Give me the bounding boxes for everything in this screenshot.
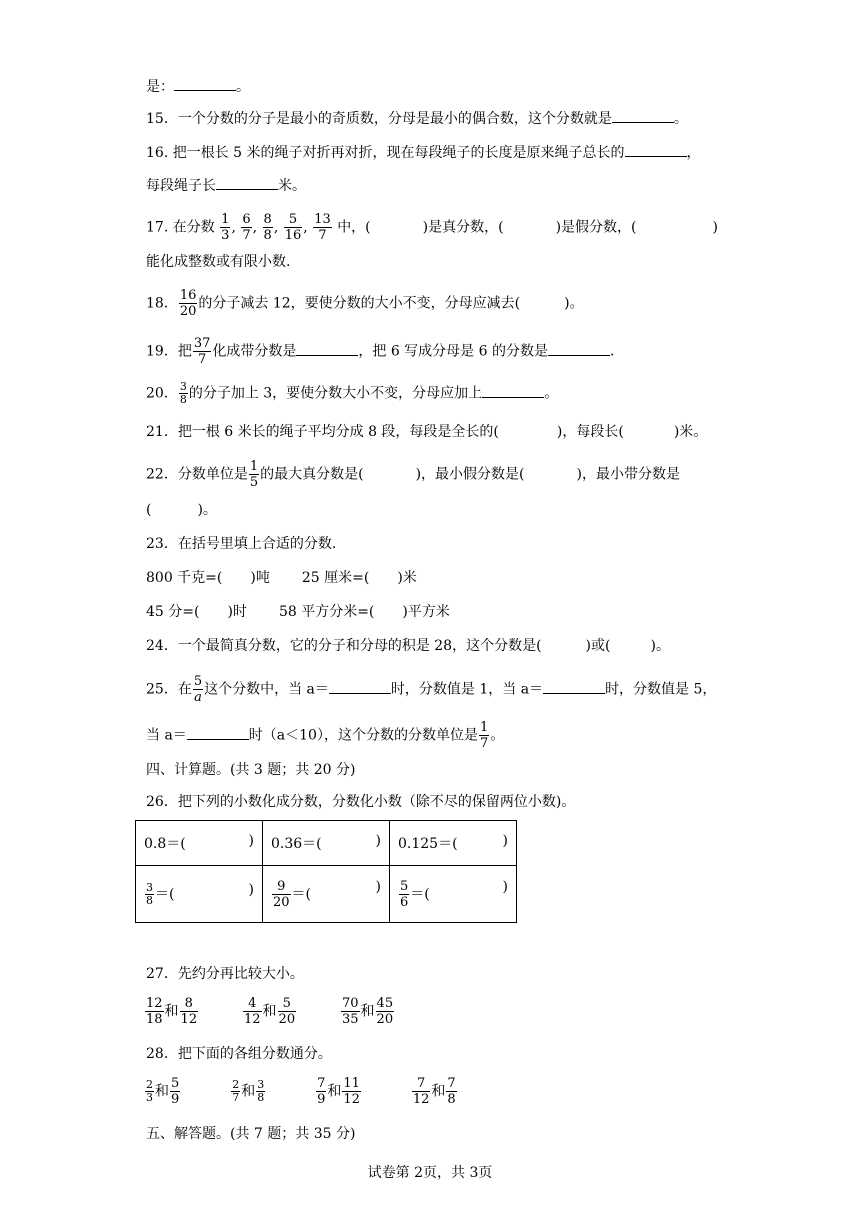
answer-blank[interactable]	[187, 725, 249, 740]
answer-blank[interactable]	[329, 679, 391, 694]
conversion-table	[135, 820, 517, 923]
question-21: 21．把一根 6 米长的绳子平均分成 8 段，每段是全长的( )，每段长( )米。	[146, 424, 708, 440]
question-15: 15．一个分数的分子是最小的奇质数，分母是最小的偶合数，这个分数就是 。	[146, 108, 688, 129]
question-22-line2: ( )。	[146, 502, 217, 518]
answer-blank[interactable]	[482, 383, 544, 398]
table-cell[interactable]: $\frac{5}{6}$ ＝( )	[390, 866, 517, 923]
question-19: 19．把 $\frac{37}{7}$ 化成带分数是 ，把 6 写成分母是 6 的分数是 .	[146, 336, 615, 367]
question-16: 16. 把一根长 5 米的绳子对折再对折，现在每段绳子的长度是原来绳子总长的 ，	[146, 142, 701, 163]
fraction: $\frac{5}{16}$	[284, 212, 302, 243]
question-17-line2: 能化成整数或有限小数.	[146, 254, 291, 270]
question-23-row2: 45 分=( )时 58 平方分米=( )平方米	[146, 604, 450, 620]
fraction: $\frac{1}{3}$	[221, 212, 230, 243]
table-cell[interactable]: 0.36＝( )	[263, 821, 390, 866]
answer-blank[interactable]	[625, 142, 687, 157]
table-cell[interactable]: $\frac{9}{20}$ ＝( )	[263, 866, 390, 923]
question-25: 25．在 $\frac{5}{a}$ 这个分数中，当 a＝ 时，分数值是 1，当 a＝ 时，分数值是 5，	[146, 674, 717, 705]
question-17: 17. 在分数 $\frac{1}{3}$ , $\frac{6}{7}$ , $\frac{8}{8}$ , $\frac{5}{16}$ , $\frac{13}{7}$ 中，( )是真分数，( )是假分数，( )	[146, 212, 718, 243]
answer-blank[interactable]	[612, 108, 674, 123]
question-20: 20． $\frac{3}{8}$ 的分子加上 3，要使分数大小不变，分母应加上 。	[146, 380, 559, 406]
fraction: $\frac{1}{5}$	[249, 459, 259, 490]
question-24: 24．一个最简真分数，它的分子和分母的积是 28，这个分数是( )或( )。	[146, 638, 670, 654]
table-cell[interactable]: 0.125＝( )	[390, 821, 517, 866]
question-25-line2: 当 a＝ 时（a＜10），这个分数的分数单位是 $\frac{1}{7}$ 。	[146, 720, 505, 751]
question-28-pairs: $\frac{2}{3}$ 和 $\frac{5}{9}$ $\frac{2}{7}$ 和 $\frac{3}{8}$ $\frac{7}{9}$ 和 $\frac{11}{12}$ $\frac{7}{12}$ 和 $\frac{7}{8}$	[146, 1076, 456, 1107]
question-27-pairs: $\frac{12}{18}$ 和 $\frac{8}{12}$ $\frac{4}{12}$ 和 $\frac{5}{20}$ $\frac{70}{35}$ 和 $\frac{45}{20}$	[146, 996, 394, 1027]
question-16-line2: 每段绳子长 米。	[146, 175, 306, 196]
section-heading-4: 四、计算题。(共 3 题；共 20 分)	[146, 762, 356, 778]
fraction: $\frac{13}{7}$	[314, 212, 331, 243]
section-heading-5: 五、解答题。(共 7 题；共 35 分)	[146, 1126, 356, 1142]
question-23: 23．在括号里填上合适的分数.	[146, 536, 337, 552]
q14-tail: 是： 。	[146, 76, 250, 97]
page-footer: 试卷第 2页，共 3页	[367, 1165, 493, 1181]
question-18: 18． $\frac{16}{20}$ 的分子减去 12，要使分数的大小不变，分母应减去( )。	[146, 288, 584, 319]
table-cell[interactable]: 0.8＝( )	[136, 821, 263, 866]
table-cell[interactable]: $\frac{3}{8}$ ＝( )	[136, 866, 263, 923]
question-26-title: 26．把下列的小数化成分数，分数化小数（除不尽的保留两位小数)。	[146, 794, 576, 810]
fraction: $\frac{37}{7}$	[193, 336, 211, 367]
answer-blank[interactable]	[216, 175, 278, 190]
fraction: $\frac{1}{7}$	[479, 720, 489, 751]
fraction: $\frac{16}{20}$	[179, 288, 197, 319]
fraction: $\frac{3}{8}$	[179, 380, 187, 406]
fraction: $\frac{8}{8}$	[263, 212, 272, 243]
fraction: $\frac{5}{a}$	[193, 674, 203, 705]
question-27-title: 27．先约分再比较大小。	[146, 966, 304, 982]
question-22: 22．分数单位是 $\frac{1}{5}$ 的最大真分数是( )，最小假分数是( )，最小带分数是	[146, 459, 680, 490]
answer-blank[interactable]	[296, 341, 358, 356]
fraction: $\frac{6}{7}$	[242, 212, 251, 243]
question-23-row1: 800 千克=( )吨 25 厘米=( )米	[146, 570, 417, 586]
answer-blank[interactable]	[548, 341, 610, 356]
answer-blank[interactable]	[543, 679, 605, 694]
question-28-title: 28．把下面的各组分数通分。	[146, 1046, 332, 1062]
answer-blank[interactable]	[174, 76, 236, 91]
